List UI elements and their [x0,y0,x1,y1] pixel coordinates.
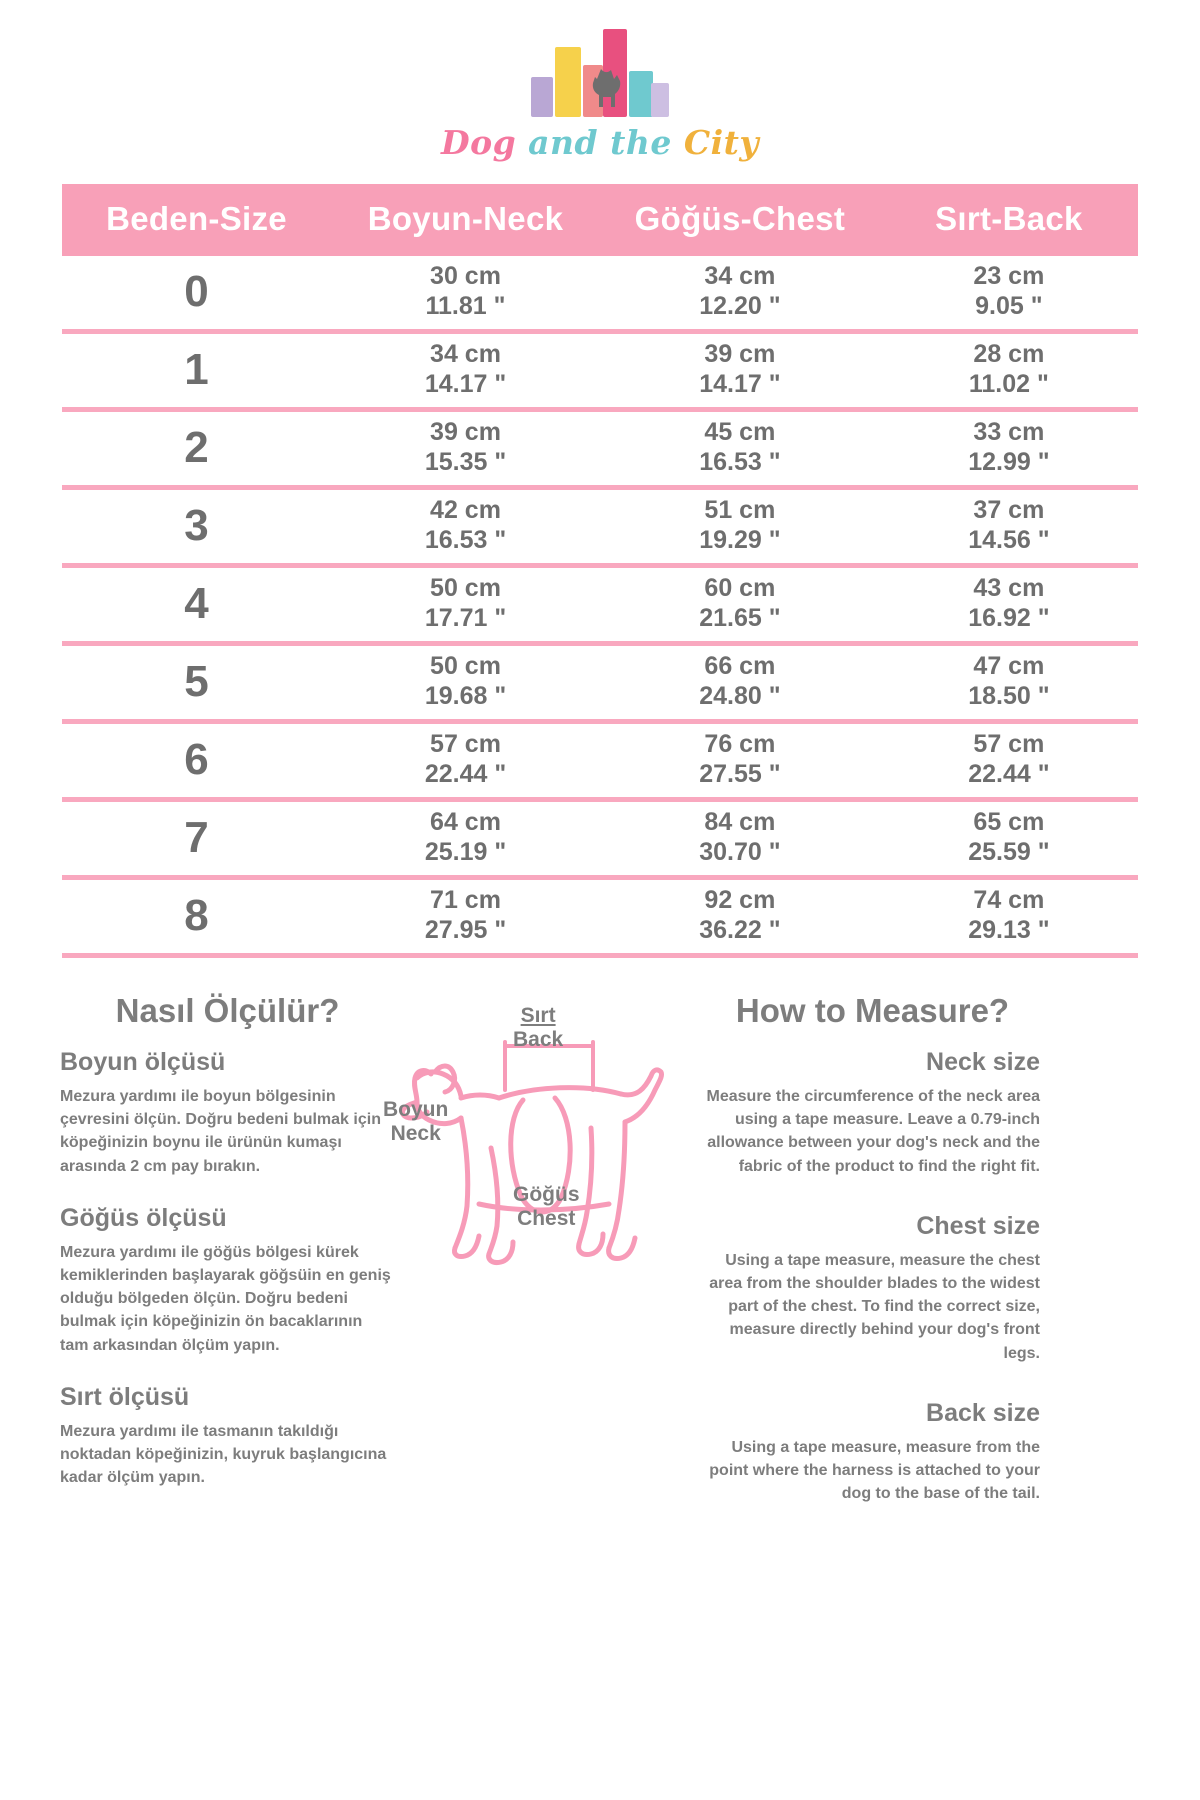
size-table [62,184,1138,958]
back-cm: 74 cm [973,886,1045,914]
chest-inch: 30.70 " [699,837,781,866]
instructions-section [60,992,1140,1539]
neck-inch: 27.95 " [424,915,507,944]
cell-neck [331,256,600,332]
table-row [62,488,1138,566]
neck-inch: 25.19 " [424,837,507,866]
table-row [62,256,1138,332]
logo-bar-purple-light [531,77,553,117]
size-table-head [62,184,1138,256]
neck-cm: 39 cm [430,418,501,446]
cell-back [880,878,1138,956]
logo-artwork [525,22,675,117]
diagram-label-chest-en: Chest [517,1207,576,1231]
cell-neck [331,566,600,644]
logo-wordmark [441,123,759,162]
chest-cm: 34 cm [704,262,776,290]
back-inch: 25.59 " [968,837,1050,866]
back-cm: 28 cm [973,340,1045,368]
dog-silhouette-icon [587,67,627,113]
neck-cm: 57 cm [430,730,501,758]
cell-back [880,644,1138,722]
heading-neck-tr: Boyun ölçüsü [60,1048,226,1076]
table-row [62,644,1138,722]
text-back-tr: Mezura yardımı ile tasmanın takıldığı noktadan köpeğinizin, kuyruk başlangıcına kadar ölçüm yapın. [60,1422,387,1487]
back-cm: 57 cm [973,730,1045,758]
column-header-back: Sırt-Back [880,184,1138,256]
column-header-chest: Göğüs-Chest [600,184,880,256]
instructions-turkish [60,992,395,1539]
back-cm: 23 cm [973,262,1045,290]
heading-neck-en: Neck size [926,1048,1040,1076]
cell-back [880,488,1138,566]
chest-cm: 39 cm [704,340,776,368]
back-inch: 18.50 " [968,681,1050,710]
logo-word-dog: Dog [440,123,517,162]
heading-back-en: Back size [926,1398,1040,1427]
chest-inch: 14.17 " [699,369,781,398]
heading-chest-en: Chest size [916,1211,1040,1240]
instructions-english [705,992,1040,1539]
text-neck-en: Measure the circumference of the neck area using a tape measure. Leave a 0.79-inch allowance between your dog's neck and the fabric of the product to find the right fit. [706,1088,1040,1175]
cell-size: 5 [184,656,209,706]
neck-cm: 34 cm [430,340,501,368]
cell-neck [331,722,600,800]
chest-inch: 27.55 " [699,759,781,788]
cell-neck [331,488,600,566]
chest-cm: 51 cm [704,496,776,524]
cell-chest [600,332,880,410]
cell-size: 0 [184,266,209,316]
back-inch: 29.13 " [968,915,1050,944]
chest-cm: 92 cm [704,886,776,914]
chest-cm: 60 cm [704,574,776,602]
neck-inch: 16.53 " [424,525,507,554]
back-inch: 14.56 " [968,525,1050,554]
logo-bar-teal [629,71,653,117]
back-cm: 33 cm [973,418,1045,446]
table-row [62,332,1138,410]
size-table-body [62,256,1138,956]
chest-inch: 16.53 " [699,447,781,476]
cell-neck [331,410,600,488]
table-row [62,722,1138,800]
cell-size: 1 [184,344,209,394]
back-inch: 16.92 " [968,603,1050,632]
back-inch: 9.05 " [975,291,1043,320]
cell-neck [331,878,600,956]
heading-back-tr: Sırt ölçüsü [60,1382,190,1411]
logo-bar-lavender [651,83,669,117]
logo-word-andthe: and the [528,123,672,162]
back-cm: 65 cm [973,808,1045,836]
brand-logo [0,0,1200,162]
chest-inch: 19.29 " [699,525,781,554]
instructions-title-en: How to Measure? [735,992,1010,1029]
text-back-en: Using a tape measure, measure from the point where the harness is attached to your dog to the base of the tail. [709,1438,1040,1503]
chest-inch: 24.80 " [699,681,781,710]
cell-chest [600,800,880,878]
cell-neck [331,800,600,878]
cell-chest [600,410,880,488]
cell-size: 4 [184,578,209,628]
column-header-neck: Boyun-Neck [331,184,600,256]
chest-cm: 45 cm [704,418,776,446]
instructions-title-tr: Nasıl Ölçülür? [115,992,340,1029]
diagram-label-back-en: Back [513,1028,564,1052]
text-neck-tr: Mezura yardımı ile boyun bölgesinin çevresini ölçün. Doğru bedeni bulmak için köpeğinizin boynu ile ürünün kumaşı arasında 2 cm pay bırakın. [60,1088,381,1175]
cell-back [880,256,1138,332]
cell-size: 8 [184,890,209,940]
back-cm: 37 cm [973,496,1045,524]
back-inch: 12.99 " [968,447,1050,476]
diagram-label-neck-en: Neck [390,1122,441,1146]
heading-chest-tr: Göğüs ölçüsü [60,1203,227,1232]
back-inch: 22.44 " [968,759,1050,788]
diagram-label-back-tr: Sırt [520,1004,556,1027]
cell-neck [331,644,600,722]
neck-cm: 71 cm [430,886,501,914]
neck-inch: 11.81 " [425,291,506,320]
logo-bar-yellow [555,47,581,117]
cell-chest [600,488,880,566]
size-table-wrapper [62,184,1138,958]
diagram-label-neck-tr: Boyun [383,1098,449,1121]
text-chest-en: Using a tape measure, measure the chest area from the shoulder blades to the widest part of the chest. To find the correct size, measure directly behind your dog's front legs. [709,1251,1040,1362]
neck-inch: 22.44 " [424,759,507,788]
back-cm: 43 cm [973,574,1045,602]
cell-chest [600,566,880,644]
cell-chest [600,878,880,956]
table-header-row [62,184,1138,256]
cell-chest [600,644,880,722]
neck-inch: 14.17 " [424,369,507,398]
cell-size: 2 [184,422,209,472]
cell-size: 6 [184,734,209,784]
cell-size: 3 [184,500,209,550]
chest-cm: 84 cm [704,808,776,836]
cell-back [880,566,1138,644]
dog-measure-diagram [383,998,705,1288]
neck-inch: 19.68 " [424,681,507,710]
cell-chest [600,722,880,800]
chest-cm: 76 cm [704,730,776,758]
cell-back [880,332,1138,410]
diagram-label-back [513,1004,563,1052]
cell-back [880,800,1138,878]
neck-cm: 42 cm [430,496,501,524]
chest-inch: 36.22 " [699,915,781,944]
neck-inch: 17.71 " [424,603,507,632]
neck-inch: 15.35 " [424,447,507,476]
neck-cm: 64 cm [430,808,501,836]
diagram-label-chest [513,1183,580,1231]
diagram-label-neck [383,1098,448,1146]
table-row [62,410,1138,488]
table-row [62,800,1138,878]
neck-cm: 30 cm [430,262,501,290]
neck-cm: 50 cm [430,574,501,602]
logo-word-city-a: City [683,123,760,162]
cell-back [880,722,1138,800]
back-cm: 47 cm [973,652,1045,680]
cell-chest [600,256,880,332]
cell-neck [331,332,600,410]
chest-cm: 66 cm [704,652,776,680]
text-chest-tr: Mezura yardımı ile göğüs bölgesi kürek kemiklerinden başlayarak göğsüin en geniş olduğu bölgeden ölçün. Doğru bedeni bulmak için köpeğinizin ön bacaklarının tam arkasından ölçüm yapın. [60,1243,391,1354]
cell-size: 7 [184,812,209,862]
table-row [62,566,1138,644]
column-header-size: Beden-Size [62,184,331,256]
diagram-label-chest-tr: Göğüs [513,1183,580,1206]
neck-cm: 50 cm [430,652,501,680]
table-row [62,878,1138,956]
back-inch: 11.02 " [968,369,1049,398]
chest-inch: 12.20 " [699,291,781,320]
cell-back [880,410,1138,488]
measure-diagram-column [383,992,705,1539]
chest-inch: 21.65 " [699,603,781,632]
